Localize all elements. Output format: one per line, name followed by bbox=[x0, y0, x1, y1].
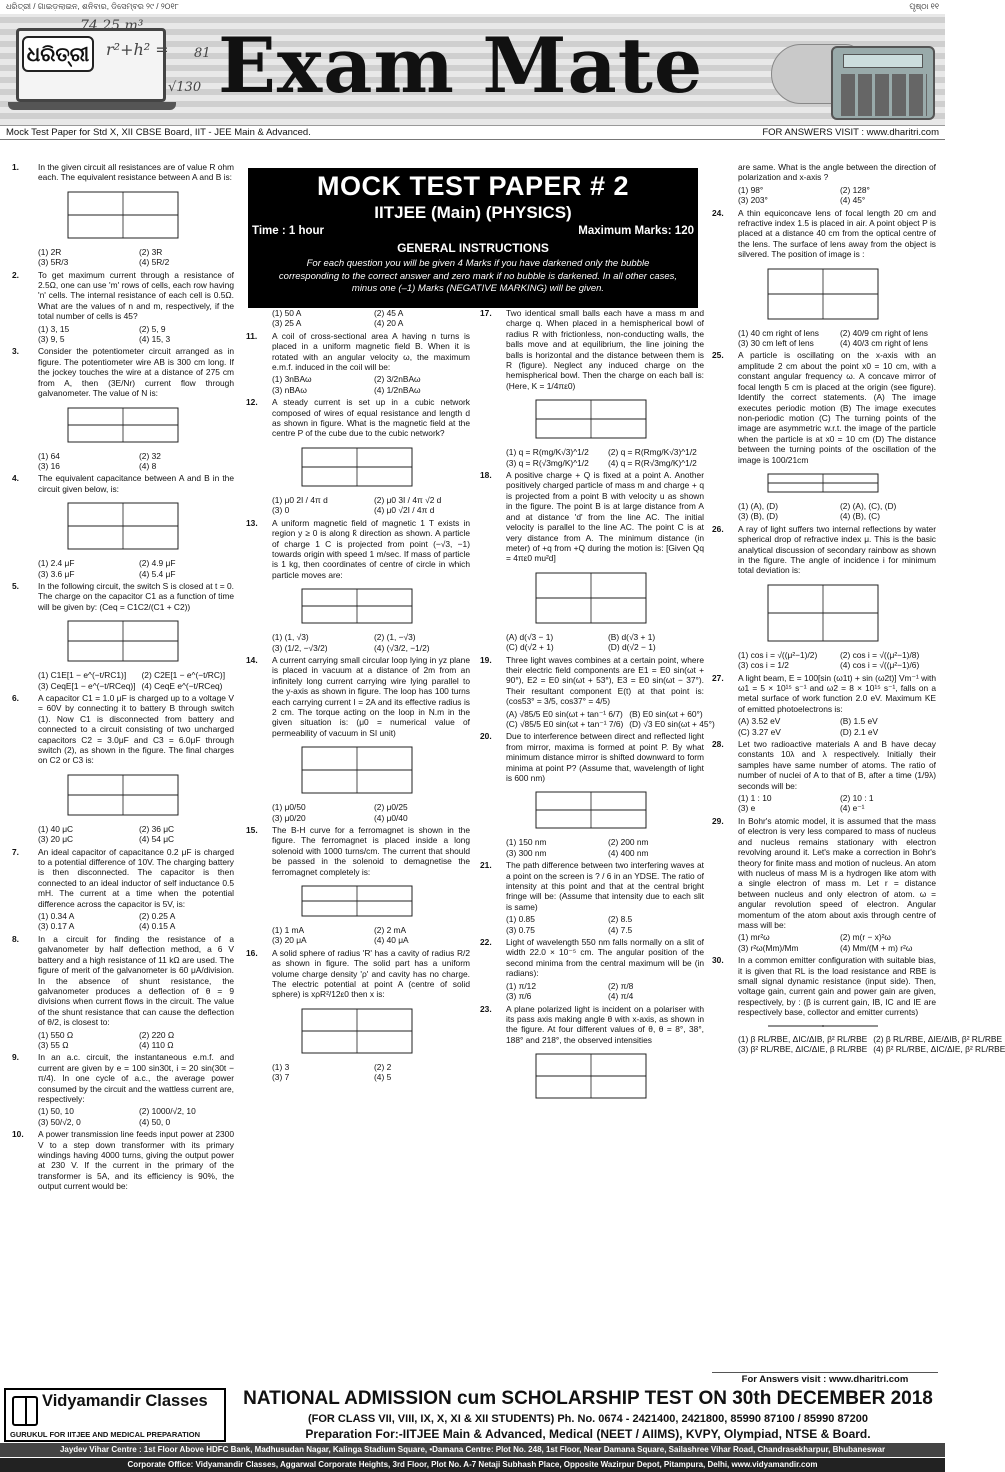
answer-option: (1) 0.85 bbox=[506, 914, 535, 925]
answer-option: (2) cos i = √((μ²−1)/8) bbox=[840, 649, 920, 660]
answer-option: (4) 110 Ω bbox=[139, 1039, 174, 1050]
answer-options bbox=[12, 247, 234, 268]
answer-option: (4) 20 A bbox=[374, 318, 404, 329]
answer-option: (1) μ0 2I / 4π d bbox=[272, 494, 328, 505]
answer-option: (2) μ0/25 bbox=[374, 802, 408, 813]
instructions-text: For each question you will be given 4 Marks if you have darkened only the bubble corresponding to the correct answer and zero mark if no bubble is darkened. In all other cases, minus one (–1) Marks (NEGATIVE MARKING) will be given. bbox=[278, 258, 678, 294]
question-text: An ideal capacitor of capacitance 0.2 μF is charged to a potential difference of 10V. The charging battery is then disconnected. The capacitor is then connected to an ideal inductor of self inductance 0.5 mH. The current at a time when the potential difference across the capacitor is 5V, is: bbox=[38, 846, 234, 909]
answer-option: (D) d(√2 − 1) bbox=[608, 642, 656, 653]
question-item bbox=[480, 308, 704, 391]
question-text: A ray of light suffers two internal reflections by water spherical drop of refractive index μ. This is the basic analytical discussion of secondary rainbow as shown in the figure. The angle of incidence i for minimum total deviation is: bbox=[738, 523, 936, 576]
answer-option: (2) 0.25 A bbox=[139, 911, 176, 922]
question-figure bbox=[38, 186, 234, 244]
answer-option: (2) 32 bbox=[139, 450, 161, 461]
answer-option: (2) 220 Ω bbox=[139, 1029, 175, 1040]
answer-option: (1) 3, 15 bbox=[38, 323, 70, 334]
answer-option: (1) q = R(mg/K√3)^1/2 bbox=[506, 447, 589, 458]
question-column-1 bbox=[12, 162, 234, 1194]
answer-options bbox=[12, 1030, 234, 1051]
question-number: 28. bbox=[712, 739, 724, 750]
answer-option: (A) 3.52 eV bbox=[738, 716, 781, 727]
question-figure bbox=[738, 468, 936, 498]
answer-option: (1) 50, 10 bbox=[38, 1106, 74, 1117]
answer-option: (2) (A), (C), (D) bbox=[840, 500, 897, 511]
answer-options bbox=[712, 185, 936, 206]
ad-centres: Jaydev Vihar Centre : 1st Floor Above HDFC Bank, Madhusudan Nagar, Kalinga Stadium Square, •Damana Centre: Plot No. 248, 1st Floor, Near Damana Square, Sailashree Vihar Road, Chandrasekharpur, Bhubaneswar bbox=[0, 1443, 945, 1457]
question-item bbox=[246, 655, 470, 738]
question-number: 30. bbox=[712, 955, 724, 966]
subtitle-left: Mock Test Paper for Std X, XII CBSE Board, IIT - JEE Main & Advanced. bbox=[6, 127, 311, 138]
question-text: In an a.c. circuit, the instantaneous e.m.f. and current are given by e = 100 sin30t, i = 20 sin(30t − π/4). In one cycle of a.c., the average power consumed by the circuit and the wattless current are, respectively: bbox=[38, 1052, 234, 1104]
answer-option: (2) 36 μC bbox=[139, 823, 175, 834]
question-figure bbox=[738, 579, 936, 647]
answer-option: (4) 1/2nBAω bbox=[374, 384, 421, 395]
answer-option: (1) 1 mA bbox=[272, 925, 305, 936]
vidyamandir-logo bbox=[4, 1388, 226, 1442]
question-figure bbox=[272, 442, 470, 492]
answer-option: (2) 128° bbox=[840, 184, 870, 195]
answer-option: (1) β RL/RBE, ΔIC/ΔIB, β² RL/RBE bbox=[738, 1033, 868, 1044]
answer-option: (3) 20 μA bbox=[272, 935, 307, 946]
answer-option: (B) E0 sin(ωt + 60°) bbox=[629, 708, 703, 719]
question-text: A power transmission line feeds input power at 2300 V to a step down transformer with its primary windings having 4000 turns, giving the output power at 230 V. If the current in the primary of the transformer is 5A, and its efficiency is 90%, the output current would be: bbox=[38, 1129, 234, 1192]
question-item bbox=[246, 825, 470, 877]
question-item bbox=[12, 270, 234, 322]
answer-option: (1) 50 A bbox=[272, 308, 302, 318]
ad-contact: (FOR CLASS VII, VIII, IX, X, XI & XII STUDENTS) Ph. No. 0674 - 2421400, 2421800, 85990 87100 / 85990 87200 bbox=[307, 1413, 869, 1425]
answer-options bbox=[12, 324, 234, 345]
question-text: In a circuit for finding the resistance of a galvanometer by half deflection method, a 6 V battery and a high resistance of 11 kΩ are used. The figure of merit of the galvanometer is 60 μA/division. In the absence of shunt resistance, the galvanometer produces a deflection of θ = 9 divisions when current flows in the circuit. The value of the shunt resistance that can cause the deflection of θ/2, is closest to: bbox=[38, 933, 234, 1028]
answer-option: (4) μ0/40 bbox=[374, 812, 408, 823]
book-icon bbox=[12, 1396, 38, 1426]
question-number: 2. bbox=[12, 269, 19, 280]
answer-option: (3) nBAω bbox=[272, 384, 307, 395]
answer-option: (4) cos i = √((μ²−1)/6) bbox=[840, 660, 920, 671]
question-number: 3. bbox=[12, 346, 19, 357]
max-marks: Maximum Marks: 120 bbox=[578, 225, 694, 237]
answer-option: (3) 5R/3 bbox=[38, 257, 69, 268]
question-item bbox=[712, 955, 936, 1017]
question-item bbox=[480, 655, 704, 707]
answer-option: (4) 400 nm bbox=[608, 847, 649, 858]
question-number: 7. bbox=[12, 846, 19, 857]
question-text: In a common emitter configuration with suitable bias, it is given that RL is the load resistance and RBE is small signal dynamic resistance (input side). Then, voltage gain, current gain and power gain are given, respectively, by : (β is current gain, IB, IC and IE are respectively base, collector and emitter currents) bbox=[738, 955, 936, 1018]
question-text: are same. What is the angle between the direction of polarization and x-axis ? bbox=[738, 162, 936, 183]
question-text: A light beam, E = 100[sin (ω1t) + sin (ω2t)] Vm⁻¹ with ω1 = 5 × 10¹⁵ s⁻¹ and ω2 = 8 × 10¹⁵ s⁻¹, falls on a metal surface of work function 2.0 eV. Maximum KE of emitted photoelectrons is: bbox=[738, 672, 936, 714]
answer-option: (1) 2.4 μF bbox=[38, 558, 75, 569]
question-item bbox=[712, 816, 936, 930]
answer-option: (3) 3.6 μF bbox=[38, 568, 75, 579]
question-item bbox=[712, 208, 936, 260]
answer-option: (1) (A), (D) bbox=[738, 500, 779, 511]
answer-option: (1) 40 μC bbox=[38, 823, 74, 834]
answer-option: (2) μ0 3I / 4π √2 d bbox=[374, 494, 442, 505]
answer-options bbox=[712, 793, 936, 814]
answer-options bbox=[480, 914, 704, 935]
dateline-left: ଧରିତ୍ରୀ / ଗାଇଡ଼ଲାଇନ, ଶନିବାର, ଡିସେମ୍ବର ୨୯ / ୨୦୧୮ bbox=[6, 2, 179, 11]
answer-option: (3) 25 A bbox=[272, 318, 302, 329]
question-text: The B-H curve for a ferromagnet is shown in the figure. The ferromagnet is placed inside a long solenoid with 1000 turns/cm. The current that should be passed in the solenoid to demagnetise the ferromagnet completely is: bbox=[272, 825, 470, 877]
answer-option: (1) 40 cm right of lens bbox=[738, 327, 819, 338]
question-text: A particle is oscillating on the x-axis with an amplitude 2 cm about the point x0 = 10 cm, with a constant angular frequency ω. A concave mirror of focal length 5 cm is placed at the origin (see figure). Identify the correct statements. (A) The image executes periodic motion (B) The image executes non-periodic motion (C) The turning points of the image are asymmetric w.r.t. the image of the particle when the particle is at x0 = 10 cm (D) The distance between the turning points of the oscillation of the image is 100/21cm bbox=[738, 350, 936, 465]
answer-option: (1) cos i = √((μ²−1)/2) bbox=[738, 649, 818, 660]
question-item bbox=[246, 397, 470, 439]
question-figure bbox=[506, 394, 704, 444]
question-text: A thin equiconcave lens of focal length 20 cm and refractive index 1.5 is placed in air. A point object P is placed at a distance 40 cm from the optical centre of the lens. The surface of lens away from the object is silvered. The position of image is : bbox=[738, 207, 936, 260]
answer-options bbox=[12, 911, 234, 932]
question-text: A coil of cross-sectional area A having n turns is placed in a uniform magnetic field B. When it is rotated with an angular velocity ω, the maximum e.m.f. induced in the coil will be: bbox=[272, 330, 470, 373]
answer-option: (2) 40/9 cm right of lens bbox=[840, 327, 928, 338]
answer-option: (1) 64 bbox=[38, 450, 60, 461]
answer-options bbox=[480, 837, 704, 858]
test-duration: Time : 1 hour bbox=[252, 225, 324, 237]
answer-option: (3) CeqE[1 − e^(−t/RCeq)] bbox=[38, 680, 136, 691]
answer-option: (2) 3R bbox=[139, 246, 163, 257]
banner-subtitle: IITJEE (Main) (PHYSICS) bbox=[374, 203, 572, 222]
answer-option: (3) 30 cm left of lens bbox=[738, 338, 814, 349]
question-number: 25. bbox=[712, 350, 724, 361]
question-text: Due to interference between direct and reflected light from mirror, maxima is formed at point P. By what minimum distance mirror is shifted downward to form minima at point P? (Assume that, wavelength of light is 600 nm) bbox=[506, 731, 704, 783]
answer-option: (2) 10 : 1 bbox=[840, 793, 874, 804]
question-text: Light of wavelength 550 nm falls normally on a slit of width 22.0 × 10⁻⁵ cm. The angular position of the second minima from the central maximum will be (in radians): bbox=[506, 937, 704, 979]
ad-tagline: GURUKUL FOR IITJEE AND MEDICAL PREPARATION bbox=[10, 1430, 201, 1439]
answer-option: (4) 0.15 A bbox=[139, 921, 176, 932]
answer-option: (4) 5 bbox=[374, 1072, 392, 1083]
answer-options bbox=[246, 632, 470, 653]
answer-option: (3) 7 bbox=[272, 1072, 290, 1083]
answer-option: (2) 3/2nBAω bbox=[374, 374, 421, 385]
question-text: A capacitor C1 = 1.0 μF is charged up to a voltage V = 60V by connecting it to battery B through switch (1). Now C1 is disconnected from battery and connected to a circuit consisting of two uncharged capacitors C2 = 3.0μF and C3 = 6.0μF through switch (2), as shown in the figure. The final charges on C2 or C3 is: bbox=[38, 692, 234, 766]
answers-footer-link[interactable]: For Answers visit : www.dharitri.com bbox=[712, 1372, 938, 1386]
answer-option: (3) 203° bbox=[738, 195, 768, 206]
question-text: A current carrying small circular loop lying in yz plane is placed in vacuum at a distance of 2m from an infinitely long current carrying wire lying parallel to the y-axis as shown in figure. The loop has 100 turns each carrying current I = 2A and its effective radius is 2 cm. The torque acting on the loop in N.m in the given situation is: (μ0 = numerical value of permeability of vacuum in SI unit) bbox=[272, 654, 470, 738]
question-item bbox=[246, 331, 470, 373]
question-number: 6. bbox=[12, 692, 19, 703]
answer-option: (4) 45° bbox=[840, 195, 866, 206]
answer-option: (C) √85/5 E0 sin(ωt + tan⁻¹ 7/6) bbox=[506, 718, 624, 729]
question-text: In the following circuit, the switch S is closed at t = 0. The charge on the capacitor C1 as a function of time will be given by: (Ceq = C1C2/(C1 + C2)) bbox=[38, 580, 234, 612]
answer-option: (3) 20 μC bbox=[38, 834, 74, 845]
answer-option: (1) 1 : 10 bbox=[738, 793, 772, 804]
question-number: 1. bbox=[12, 162, 19, 172]
answer-option: (3) q = R(√3mg/K)^1/2 bbox=[506, 457, 589, 468]
answer-option: (4) 40 μA bbox=[374, 935, 409, 946]
answer-option: (3) r²ω(Mm)/Mm bbox=[738, 942, 799, 953]
question-figure bbox=[38, 769, 234, 821]
answer-option: (1) 2R bbox=[38, 246, 62, 257]
answer-option: (3) μ0/20 bbox=[272, 812, 306, 823]
question-number: 22. bbox=[480, 937, 492, 948]
question-number: 27. bbox=[712, 672, 724, 683]
question-item bbox=[480, 470, 704, 564]
answer-option: (2) 8.5 bbox=[608, 914, 633, 925]
answer-option: (3) cos i = 1/2 bbox=[738, 660, 789, 671]
question-item bbox=[12, 473, 234, 494]
question-text: A uniform magnetic field of magnetic 1 T exists in region y ≥ 0 is along k̂ direction as shown. A particle of charge 1 C is projected from point (−√3, −1) towards origin with speed 1 m/sec. If mass of particle is 1 kg, then coordinates of centre of circle in which particle moves are: bbox=[272, 517, 470, 580]
answer-option: (B) d(√3 + 1) bbox=[608, 631, 656, 642]
question-text: The path difference between two interfering waves at a point on the screen is ? / 6 in an YDSE. The ratio of intensity at this point and that at the central bright fringe will be: (Assume that intensity due to each slit is same) bbox=[506, 860, 704, 912]
answer-option: (2) 2 mA bbox=[374, 925, 407, 936]
mock-test-banner bbox=[248, 168, 698, 308]
answer-option: (1) 3nBAω bbox=[272, 374, 312, 385]
answer-options bbox=[246, 308, 470, 329]
answer-option: (4) q = R(R√3mg/K)^1/2 bbox=[608, 457, 697, 468]
question-item bbox=[12, 162, 234, 183]
answer-option: (3) β² RL/RBE, ΔIC/ΔIE, β RL/RBE bbox=[738, 1044, 868, 1054]
answer-option: (4) CeqE e^(−t/RCeq) bbox=[141, 680, 223, 691]
masthead-laptop-graphic: ଧରିତ୍ରୀ 74.25 m³ r²+h² = √130 81 bbox=[8, 18, 213, 122]
answer-option: (1) mr²ω bbox=[738, 932, 770, 943]
answer-options bbox=[12, 670, 234, 691]
answer-option: (2) m(r − x)²ω bbox=[840, 932, 891, 943]
answer-option: (1) C1E[1 − e^(−t/RC1)] bbox=[38, 670, 127, 681]
answer-option: (3) 50/√2, 0 bbox=[38, 1116, 81, 1127]
question-item bbox=[246, 948, 470, 1000]
question-number: 20. bbox=[480, 731, 492, 742]
answer-option: (4) 15, 3 bbox=[139, 334, 171, 345]
question-text: A positive charge + Q is fixed at a point A. Another positively charged particle of mass m and charge + q is projected from a point B with velocity u as shown in the figure. The point B is at large distance from A and at distance 'd' from the line AC. The initial velocity is parallel to the line AC. The point C is at very distance from A. The minimum distance (in meter) of +q from +Q during the motion is: [Given Qq = 4πε0 mu²d] bbox=[506, 470, 704, 564]
answer-option: (C) 3.27 eV bbox=[738, 726, 781, 737]
advertisement bbox=[0, 1386, 945, 1472]
answer-options bbox=[480, 708, 715, 730]
question-item bbox=[246, 518, 470, 580]
question-figure bbox=[272, 1003, 470, 1059]
answer-option: (4) 40/3 cm right of lens bbox=[840, 338, 928, 349]
answer-option: (4) e⁻¹ bbox=[840, 803, 865, 814]
question-figure bbox=[38, 497, 234, 555]
question-number: 29. bbox=[712, 815, 724, 826]
calculator-icon bbox=[831, 46, 935, 120]
answer-option: (D) √3 E0 sin(ωt + 45°) bbox=[629, 718, 715, 729]
question-number: 5. bbox=[12, 580, 19, 591]
ad-headline: NATIONAL ADMISSION cum SCHOLARSHIP TEST ON 30th DECEMBER 2018 bbox=[243, 1388, 933, 1409]
question-column-4 bbox=[712, 162, 1005, 1056]
question-text: To get maximum current through a resistance of 2.5Ω, one can use 'm' rows of cells, each row having 'n' cells. The internal resistance of each cell is 0.5Ω. What are the values of n and m, respectively, if the total number of cells is 45? bbox=[38, 269, 234, 322]
question-number: 21. bbox=[480, 860, 492, 871]
answer-option: (4) 5.4 μF bbox=[139, 568, 176, 579]
question-item bbox=[12, 1129, 234, 1191]
question-text: A plane polarized light is incident on a polariser with its pass axis making angle θ with x-axis, as shown in the figure. At four different values of θ, θ = 8°, 38°, 188° and 218°, the observed intensities bbox=[506, 1003, 704, 1045]
question-item bbox=[712, 350, 936, 464]
question-figure bbox=[38, 402, 234, 448]
answer-option: (3) 0.75 bbox=[506, 924, 535, 935]
question-item bbox=[712, 673, 936, 715]
answer-option: (4) 50, 0 bbox=[139, 1116, 171, 1127]
question-number: 15. bbox=[246, 825, 258, 835]
answer-option: (2) C2E[1 − e^(−t/RC)] bbox=[141, 670, 226, 681]
answer-option: (4) Mm/(M + m) r²ω bbox=[840, 942, 913, 953]
question-text: In Bohr's atomic model, it is assumed that the mass of electron is very less compared to mass of nucleus and nucleus remains stationary with electron revolving around it. Let's make a correction in Bohr's theory for finite mass and motion of nucleus. An atom with nucleus of mass M is a hydrogen like atom with a single electron of mass m. Let r = distance between nucleus and only electron of atom. ω = angular revolution speed of electron. Angular momentum of the atom about axis through centre of mass will be: bbox=[738, 815, 936, 930]
masthead bbox=[0, 14, 945, 126]
question-item bbox=[12, 1052, 234, 1104]
answer-options bbox=[712, 932, 936, 953]
answer-option: (B) 1.5 eV bbox=[840, 716, 878, 727]
newspaper-dateline bbox=[0, 0, 945, 14]
answer-option: (1) 150 nm bbox=[506, 837, 547, 848]
question-figure bbox=[272, 880, 470, 922]
answer-option: (4) (B), (C) bbox=[840, 511, 881, 522]
answer-options bbox=[712, 1033, 1005, 1055]
answer-option: (3) 55 Ω bbox=[38, 1039, 69, 1050]
question-number: 16. bbox=[246, 947, 258, 958]
answer-option: (3) 0.17 A bbox=[38, 921, 75, 932]
question-number: 9. bbox=[12, 1052, 19, 1063]
question-figure bbox=[738, 1021, 936, 1031]
question-number: 11. bbox=[246, 330, 258, 341]
question-figure bbox=[38, 615, 234, 667]
answer-option: (2) 45 A bbox=[374, 308, 404, 318]
answer-option: (1) (1, √3) bbox=[272, 632, 309, 643]
answer-option: (2) 4.9 μF bbox=[139, 558, 176, 569]
answers-link[interactable]: FOR ANSWERS VISIT : www.dharitri.com bbox=[762, 127, 939, 138]
question-item bbox=[12, 693, 234, 766]
answer-option: (1) 98° bbox=[738, 184, 764, 195]
question-text: A steady current is set up in a cubic network composed of wires of equal resistance and length d as shown in figure. What is the magnetic field at the centre P of the cube due to the cubic network? bbox=[272, 397, 470, 439]
answer-options bbox=[12, 451, 234, 472]
answer-option: (C) d(√2 + 1) bbox=[506, 642, 554, 653]
answer-options bbox=[246, 1062, 470, 1083]
answer-options bbox=[246, 495, 470, 516]
answer-option: (2) q = R(Rmg/K√3)^1/2 bbox=[608, 447, 697, 458]
question-text: Consider the potentiometer circuit arranged as in figure. The potentiometer wire AB is 300 cm long. If the jockey touches the wire at a distance of 275 cm from A, then (3E/Nr) current flow through galvanometer. The value of N is: bbox=[38, 346, 234, 399]
question-number: 4. bbox=[12, 473, 19, 484]
question-figure bbox=[272, 741, 470, 799]
question-number: 18. bbox=[480, 470, 492, 481]
question-item bbox=[480, 937, 704, 979]
answer-option: (2) β RL/RBE, ΔIE/ΔIB, β² RL/RBE bbox=[873, 1033, 1003, 1044]
answer-options bbox=[246, 374, 470, 395]
subtitle-bar bbox=[0, 126, 945, 140]
answer-option: (4) β² RL/RBE, ΔIC/ΔIE, β² RL/RBE bbox=[873, 1044, 1005, 1054]
answer-option: (4) 7.5 bbox=[608, 924, 633, 935]
question-number: 8. bbox=[12, 933, 19, 944]
question-text: The equivalent capacitance between A and B in the circuit given below, is: bbox=[38, 473, 234, 494]
question-item bbox=[480, 1004, 704, 1046]
answer-option: (4) μ0 √2I / 4π d bbox=[374, 505, 435, 516]
answer-options bbox=[712, 650, 936, 671]
newspaper-logo: ଧରିତ୍ରୀ bbox=[22, 36, 94, 72]
question-figure bbox=[738, 263, 936, 325]
masthead-title: Exam Mate bbox=[218, 21, 704, 110]
answer-options bbox=[480, 447, 704, 468]
answer-options bbox=[246, 925, 470, 946]
question-number: 17. bbox=[480, 308, 492, 318]
banner-title: MOCK TEST PAPER # 2 bbox=[316, 171, 630, 201]
answer-options bbox=[480, 981, 704, 1002]
question-figure bbox=[506, 786, 704, 834]
question-number bbox=[712, 162, 738, 183]
question-item bbox=[712, 524, 936, 576]
answer-option: (3) 300 nm bbox=[506, 847, 547, 858]
ad-corporate-office: Corporate Office: Vidyamandir Classes, Aggarwal Corporate Heights, 3rd Floor, Plot No. A-7 Netaji Subhash Place, Opposite Wazirpur Depot, Pitampura, Delhi, www.vidyamandir.com bbox=[0, 1458, 945, 1472]
question-item bbox=[712, 739, 936, 791]
answer-option: (4) (√3/2, −1/2) bbox=[374, 642, 430, 653]
answer-option: (3) 16 bbox=[38, 460, 60, 471]
question-text: Two identical small balls each have a mass m and charge q. When placed in a hemispherical bowl of radius R with frictionless, non-conducting walls, the balls move and at equilibrium, the line joining the balls is horizontal and the distance between them is R (figure). Neglect any induced charge on the hemispherical bowl. Then the charge on each ball is: (Here, K = 1/4πε0) bbox=[506, 308, 704, 391]
answer-option: (3) (B), (D) bbox=[738, 511, 779, 522]
question-number: 24. bbox=[712, 207, 724, 218]
answer-options bbox=[12, 558, 234, 579]
question-column-2 bbox=[246, 308, 470, 1085]
question-item bbox=[12, 934, 234, 1028]
question-item bbox=[12, 847, 234, 909]
answer-options bbox=[246, 802, 470, 823]
answer-option: (1) 3 bbox=[272, 1061, 290, 1072]
answer-option: (3) e bbox=[738, 803, 756, 814]
answer-option: (2) 2 bbox=[374, 1061, 392, 1072]
answer-option: (A) √85/5 E0 sin(ωt + tan⁻¹ 6/7) bbox=[506, 708, 623, 719]
question-item bbox=[480, 731, 704, 783]
question-number: 19. bbox=[480, 654, 492, 665]
answer-option: (2) π/8 bbox=[608, 980, 634, 991]
answer-options bbox=[712, 501, 936, 522]
question-item bbox=[480, 860, 704, 912]
answer-option: (1) μ0/50 bbox=[272, 802, 306, 813]
answer-options bbox=[12, 824, 234, 845]
question-number: 13. bbox=[246, 517, 258, 528]
question-figure bbox=[506, 567, 704, 629]
answer-option: (2) (1, −√3) bbox=[374, 632, 416, 643]
page-number: ପୃଷ୍ଠା ୧୧ bbox=[909, 2, 939, 11]
question-item bbox=[12, 581, 234, 612]
question-text: Let two radioactive materials A and B have decay constants 10λ and λ respectively. Initially their samples have same number of atoms. The ratio of number of nuclei of A to that of B, after a time (1/9λ) seconds will be: bbox=[738, 739, 936, 791]
answer-option: (4) 54 μC bbox=[139, 834, 175, 845]
question-text: A solid sphere of radius 'R' has a cavity of radius R/2 as shown in figure. The solid part has a uniform volume charge density 'ρ' and cavity has no charge. The electric potential at point A (centre of solid sphere) is xρR²/12ε0 then x is: bbox=[272, 947, 470, 1000]
answer-option: (2) 200 nm bbox=[608, 837, 649, 848]
question-number: 10. bbox=[12, 1129, 24, 1140]
masthead-calculator-graphic bbox=[741, 16, 941, 120]
question-text: Three light waves combines at a certain point, where their electric field components are E1 = E0 sin(ωt + 90°), E2 = E0 sin(ωt + 53°), E3 = E0 sin(ωt − 37°). Their resultant component E(t) at that point is: (cos53° = 3/5, cos37° = 4/5) bbox=[506, 654, 704, 707]
question-column-3 bbox=[480, 308, 715, 1107]
answer-option: (3) π/6 bbox=[506, 991, 532, 1002]
answer-option: (1) 550 Ω bbox=[38, 1029, 74, 1040]
answer-options bbox=[712, 328, 936, 349]
answer-option: (4) 8 bbox=[139, 460, 157, 471]
question-number: 14. bbox=[246, 654, 258, 665]
question-number: 26. bbox=[712, 523, 724, 534]
instructions-title: GENERAL INSTRUCTIONS bbox=[397, 241, 549, 255]
question-figure bbox=[506, 1048, 704, 1104]
answer-options bbox=[712, 716, 936, 737]
ad-preparation: Preparation For:-IITJEE Main & Advanced, Medical (NEET / AIIMS), KVPY, Olympiad, NTSE & Board. bbox=[305, 1427, 871, 1441]
answer-option: (3) 9, 5 bbox=[38, 334, 65, 345]
answer-option: (1) π/12 bbox=[506, 980, 536, 991]
answer-option: (4) π/4 bbox=[608, 991, 634, 1002]
answer-option: (4) 5R/2 bbox=[139, 257, 170, 268]
ad-brand: Vidyamandir Classes bbox=[42, 1392, 208, 1410]
answer-option: (2) 1000/√2, 10 bbox=[139, 1106, 196, 1117]
question-number: 23. bbox=[480, 1003, 492, 1014]
answer-options bbox=[480, 632, 704, 653]
answer-options bbox=[12, 1106, 234, 1127]
question-text: In the given circuit all resistances are of value R ohm each. The equivalent resistance between A and B is: bbox=[38, 162, 234, 183]
answer-option: (3) 0 bbox=[272, 505, 290, 516]
answer-option: (3) (1/2, −√3/2) bbox=[272, 642, 328, 653]
answer-option: (1) 0.34 A bbox=[38, 911, 75, 922]
answer-option: (D) 2.1 eV bbox=[840, 726, 879, 737]
question-item bbox=[12, 346, 234, 398]
question-number: 12. bbox=[246, 397, 258, 408]
question-figure bbox=[272, 583, 470, 629]
answer-option: (A) d(√3 − 1) bbox=[506, 631, 554, 642]
question-item bbox=[712, 162, 936, 183]
answer-option: (2) 5, 9 bbox=[139, 323, 166, 334]
